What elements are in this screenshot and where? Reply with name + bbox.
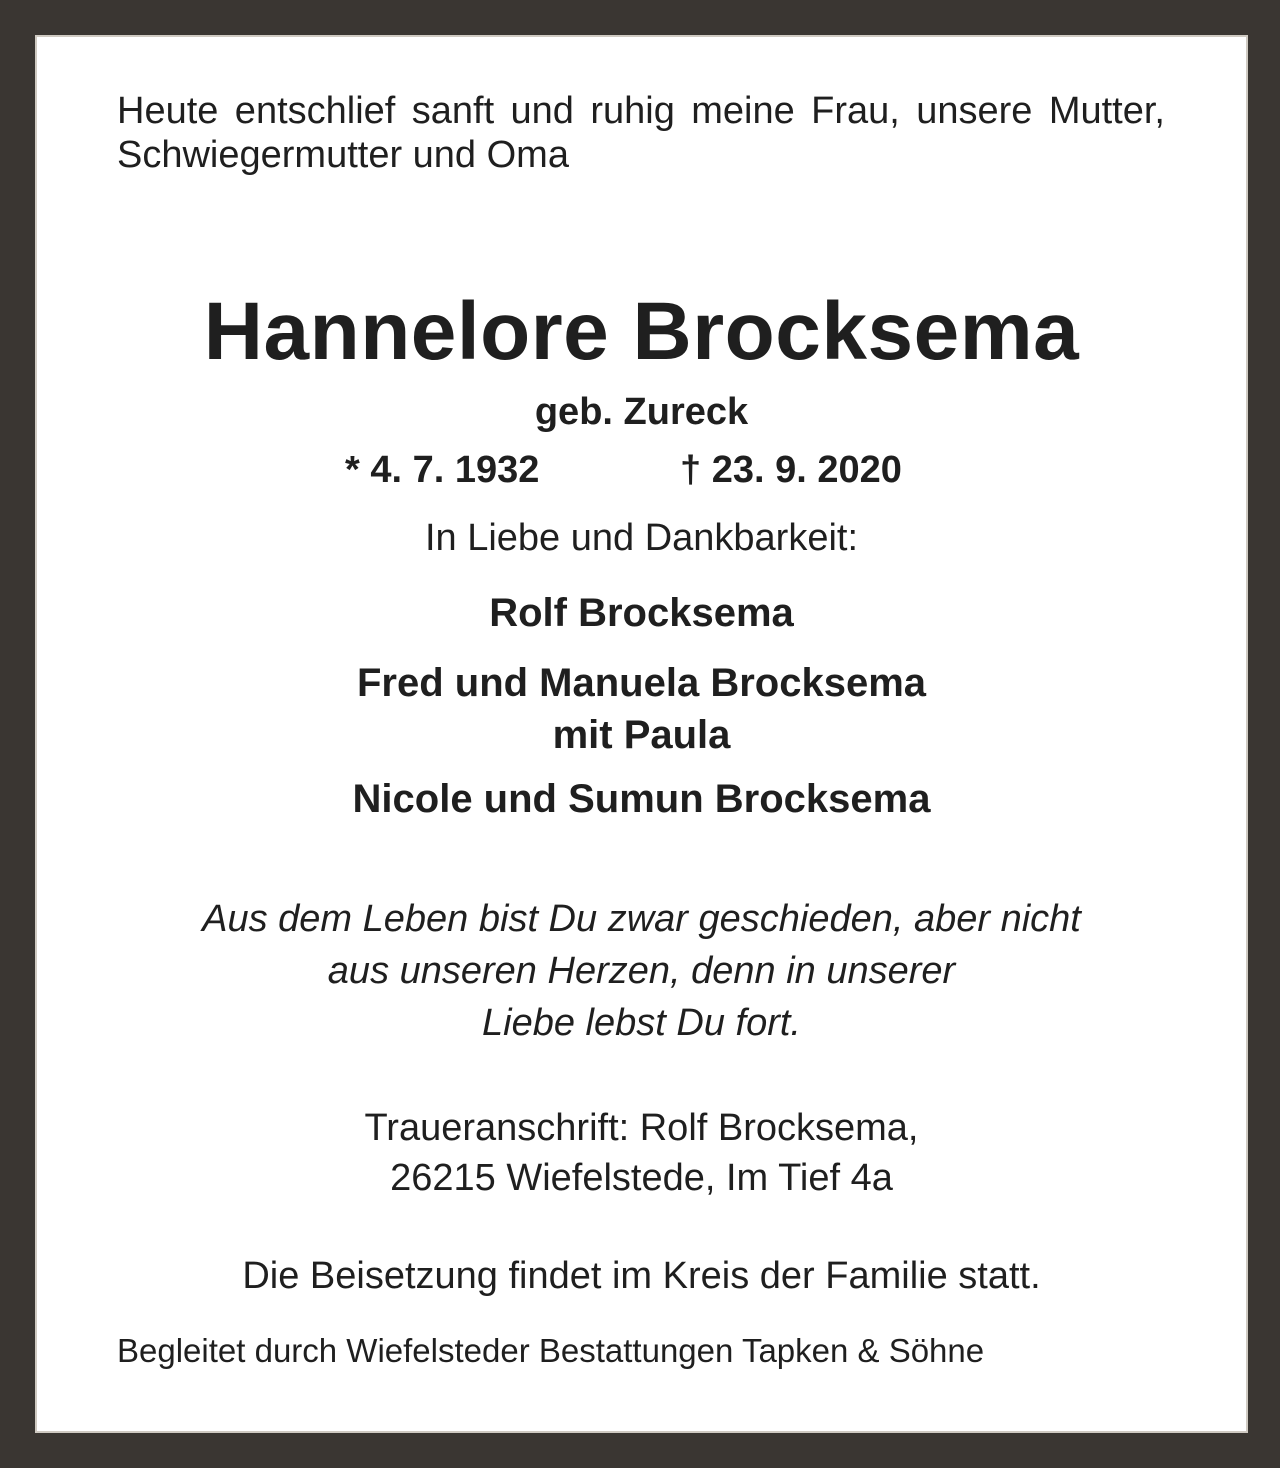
- death-date: † 23. 9. 2020: [680, 449, 902, 491]
- mourning-address: 26215 Wiefelstede, Im Tief 4a: [390, 1157, 893, 1199]
- family-member: mit Paula: [552, 713, 731, 757]
- family-member: Nicole und Sumun Brocksema: [352, 777, 931, 821]
- quote-line: aus unseren Herzen, denn in unserer: [327, 950, 956, 992]
- thanks-line: In Liebe und Dankbarkeit:: [424, 517, 859, 559]
- quote-line: Aus dem Leben bist Du zwar geschieden, aber nicht: [202, 898, 1081, 940]
- obituary-notice: [37, 37, 1246, 1431]
- maiden-name: geb. Zureck: [534, 391, 749, 433]
- deceased-name: Hannelore Brocksema: [203, 286, 1080, 377]
- mourning-address: Traueranschrift: Rolf Brocksema,: [364, 1107, 919, 1149]
- intro-text: Heute entschlief sanft und ruhig meine Frau, unsere Mutter, Schwiegermutter und Oma: [117, 90, 1165, 176]
- burial-note: Die Beisetzung findet im Kreis der Familie statt.: [242, 1255, 1041, 1297]
- birth-date: * 4. 7. 1932: [345, 449, 540, 491]
- undertaker-note: Begleitet durch Wiefelsteder Bestattungen Tapken & Söhne: [117, 1332, 985, 1369]
- family-member: Fred und Manuela Brocksema: [356, 661, 927, 705]
- quote-line: Liebe lebst Du fort.: [482, 1002, 801, 1044]
- family-member: Rolf Brocksema: [489, 591, 794, 635]
